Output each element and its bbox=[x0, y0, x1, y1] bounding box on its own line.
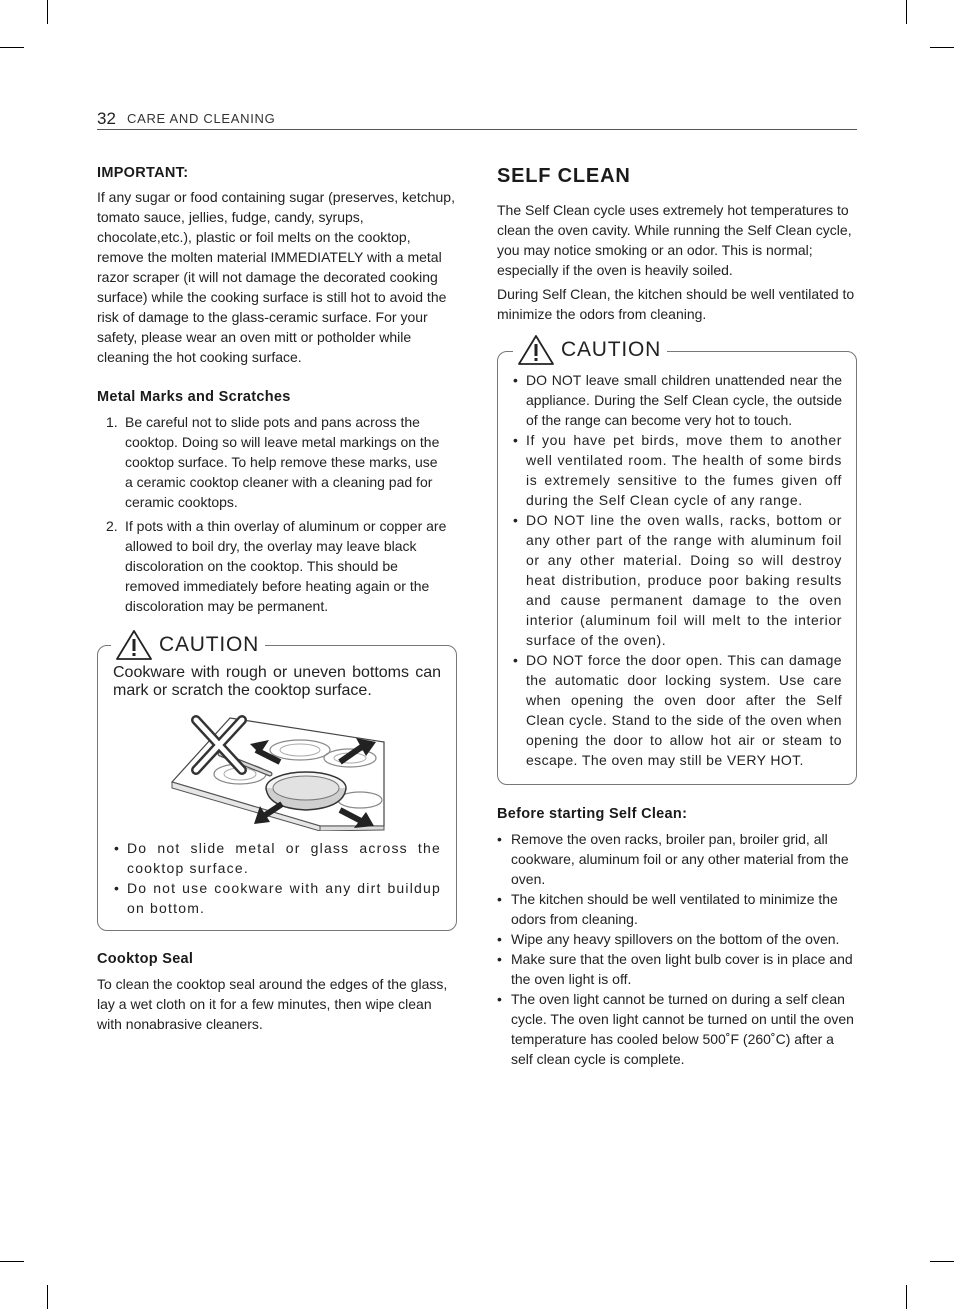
caution-box-self-clean bbox=[497, 351, 857, 785]
list-number: 1. bbox=[106, 414, 118, 430]
crop-mark bbox=[906, 0, 907, 24]
list-text: Make sure that the oven light bulb cover is in place and the oven light is off. bbox=[511, 951, 853, 987]
list-text: The oven light cannot be turned on during a self clean cycle. The oven light cannot be turned on until the oven temperature has cooled below 500˚F (260˚C) after a self clean cycle is complete. bbox=[511, 991, 854, 1067]
list-text: If pots with a thin overlay of aluminum or copper are allowed to boil dry, the overlay may leave black discoloration on the cooktop. This should be removed immediately before heating again or the discoloration may be permanent. bbox=[125, 518, 447, 614]
before-self-clean-section bbox=[497, 804, 859, 1069]
list-number: 2. bbox=[106, 518, 118, 534]
list-item bbox=[497, 889, 859, 929]
bullet-dot: • bbox=[497, 951, 502, 967]
section-label: CARE AND CLEANING bbox=[127, 111, 276, 126]
caution-bullets-self-clean bbox=[512, 370, 842, 770]
crop-mark bbox=[0, 47, 24, 48]
important-heading: IMPORTANT: bbox=[97, 165, 189, 181]
list-item bbox=[497, 929, 859, 949]
list-item bbox=[113, 838, 441, 878]
cooktop-illustration bbox=[170, 714, 388, 831]
crop-mark bbox=[930, 1261, 954, 1262]
bullet-dot: • bbox=[513, 372, 518, 388]
list-item bbox=[512, 650, 842, 770]
self-clean-ventilation: During Self Clean, the kitchen should be well ventilated to minimize the odors from cleaning. bbox=[497, 286, 855, 322]
list-text: Do not use cookware with any dirt buildup on bottom. bbox=[127, 880, 441, 916]
crop-mark bbox=[47, 0, 48, 24]
list-item bbox=[497, 829, 859, 889]
cooktop-seal-text: To clean the cooktop seal around the edges of the glass, lay a wet cloth on it for a few minutes, then wipe clean with nonabrasive cleaners. bbox=[97, 976, 448, 1032]
crop-mark bbox=[0, 1261, 24, 1262]
metal-marks-section bbox=[97, 387, 447, 620]
list-item bbox=[97, 412, 447, 512]
page-header bbox=[97, 108, 857, 130]
bullet-dot: • bbox=[114, 840, 121, 856]
self-clean-intro: The Self Clean cycle uses extremely hot temperatures to clean the oven cavity. While running the Self Clean cycle, you may notice smoking or an odor. This is normal; especially if the oven is heavily soiled. bbox=[497, 202, 852, 278]
bullet-dot: • bbox=[497, 891, 502, 907]
list-item bbox=[512, 370, 842, 430]
bullet-dot: • bbox=[497, 831, 502, 847]
list-text: Be careful not to slide pots and pans across the cooktop. Doing so will leave metal markings on the cooktop surface. To help remove these marks, use a ceramic cooktop cleaner with a cleaning pad for ceramic cooktops. bbox=[125, 414, 440, 510]
warning-icon bbox=[115, 629, 153, 661]
metal-marks-heading: Metal Marks and Scratches bbox=[97, 389, 291, 405]
list-text: Remove the oven racks, broiler pan, broiler grid, all cookware, aluminum foil or any other material from the oven. bbox=[511, 831, 849, 887]
list-item bbox=[97, 516, 447, 616]
cooktop-seal-section bbox=[97, 949, 457, 1034]
caution-title: CAUTION bbox=[561, 338, 662, 361]
list-text: DO NOT leave small children unattended near the appliance. During the Self Clean cycle, the outside of the range can become very hot to touch. bbox=[526, 372, 842, 428]
list-item bbox=[497, 949, 859, 989]
caution-box-cooktop bbox=[97, 645, 457, 931]
crop-mark bbox=[906, 1285, 907, 1309]
caution-intro: Cookware with rough or uneven bottoms can mark or scratch the cooktop surface. bbox=[113, 664, 441, 699]
crop-mark bbox=[930, 47, 954, 48]
cooktop-seal-heading: Cooktop Seal bbox=[97, 951, 194, 967]
caution-header-self-clean bbox=[513, 334, 667, 366]
page-number: 32 bbox=[97, 109, 116, 128]
crop-mark bbox=[47, 1285, 48, 1309]
list-item bbox=[512, 430, 842, 510]
before-self-clean-list bbox=[497, 829, 859, 1069]
list-item bbox=[512, 510, 842, 650]
self-clean-section bbox=[497, 164, 857, 324]
caution-bullets-cooktop bbox=[113, 838, 441, 918]
important-text: If any sugar or food containing sugar (preserves, ketchup, tomato sauce, jellies, fudge, candy, syrups, chocolate,etc.), plastic or foil melts on the cooktop, remove the molten material IMMEDIATELY with a metal razor scraper (it will not damage the decorated cooking surface) while the cooking surface is still hot to avoid the risk of damage to the glass-ceramic surface. For your safety, please wear an oven mitt or potholder while cleaning the hot cooking surface. bbox=[97, 189, 455, 365]
list-text: The kitchen should be well ventilated to minimize the odors from cleaning. bbox=[511, 891, 838, 927]
list-item bbox=[113, 878, 441, 918]
before-self-clean-heading: Before starting Self Clean: bbox=[497, 806, 688, 822]
list-text: DO NOT line the oven walls, racks, bottom or any other part of the range with aluminum foil or any other material. Doing so will destroy heat distribution, produce poor baking results and cause permanent damage to the oven interior (aluminum foil will melt to the interior surface of the oven). bbox=[526, 512, 842, 648]
important-section bbox=[97, 163, 459, 367]
list-item bbox=[497, 989, 859, 1069]
metal-marks-list bbox=[97, 412, 447, 616]
list-text: DO NOT force the door open. This can damage the automatic door locking system. Use care when opening the oven door after the Self Clean cycle. Stand to the side of the oven when opening the door to allow hot air or steam to escape. The oven may still be VERY HOT. bbox=[526, 652, 842, 768]
list-text: If you have pet birds, move them to another well ventilated room. The health of some birds is extremely sensitive to the fumes given off during the Self Clean cycle of any range. bbox=[526, 432, 842, 508]
bullet-dot: • bbox=[513, 432, 519, 448]
bullet-dot: • bbox=[114, 880, 121, 896]
warning-icon bbox=[517, 334, 555, 366]
caution-title: CAUTION bbox=[159, 633, 260, 656]
bullet-dot: • bbox=[513, 512, 519, 528]
caution-header-cooktop bbox=[111, 629, 265, 661]
bullet-dot: • bbox=[497, 991, 502, 1007]
list-text: Wipe any heavy spillovers on the bottom of the oven. bbox=[511, 931, 840, 947]
self-clean-title: SELF CLEAN bbox=[497, 165, 631, 187]
list-text: Do not slide metal or glass across the cooktop surface. bbox=[127, 840, 441, 876]
bullet-dot: • bbox=[497, 931, 502, 947]
bullet-dot: • bbox=[513, 652, 519, 668]
